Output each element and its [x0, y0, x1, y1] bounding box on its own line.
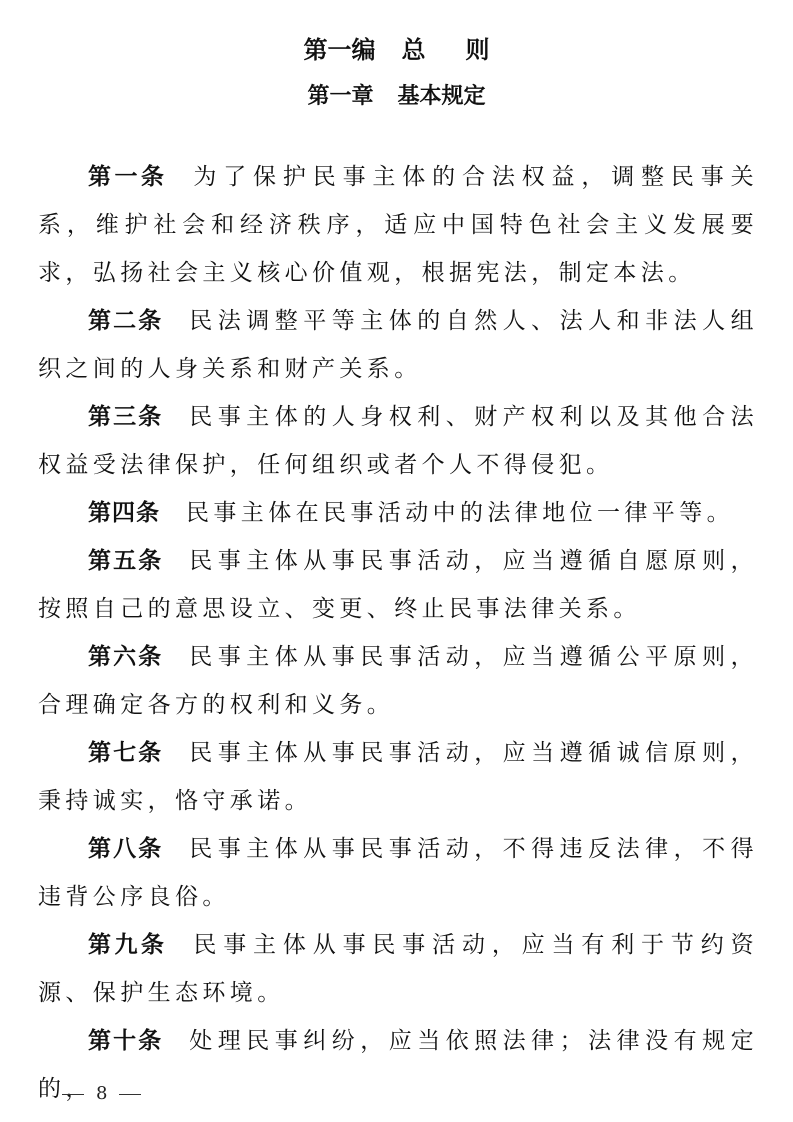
article-9: [38, 921, 758, 1017]
article-7: [38, 729, 758, 825]
heading-block: [0, 34, 793, 112]
article-text: 民事主体从事民事活动，不得违反法律，不得违背公序良俗。: [38, 836, 759, 910]
articles-body: [38, 153, 758, 1113]
part-title-number: 第一编: [303, 36, 376, 64]
article-number: 第二条: [88, 308, 164, 334]
chapter-number: 第一章: [307, 84, 374, 109]
article-number: 第六条: [88, 644, 164, 670]
article-text: 民事主体在民事活动中的法律地位一律平等。: [186, 500, 734, 526]
dash-right: [119, 1094, 141, 1095]
article-number: 第八条: [88, 836, 164, 862]
article-5: [38, 537, 758, 633]
article-text: 民事主体从事民事活动，应当遵循公平原则，合理确定各方的权利和义务。: [38, 644, 759, 718]
article-text: 民事主体的人身权利、财产权利以及其他合法权益受法律保护，任何组织或者个人不得侵犯。: [38, 404, 759, 478]
page-number-footer: [50, 1083, 153, 1104]
article-text: 民事主体从事民事活动，应当遵循诚信原则，秉持诚实，恪守承诺。: [38, 740, 759, 814]
article-number: 第九条: [88, 932, 168, 958]
article-text: 民法调整平等主体的自然人、法人和非法人组织之间的人身关系和财产关系。: [38, 308, 759, 382]
article-2: [38, 297, 758, 393]
article-4: [38, 489, 758, 537]
chapter-name: 基本规定: [397, 84, 486, 109]
article-1: [38, 153, 758, 297]
part-title: [0, 34, 793, 66]
dash-left: [62, 1094, 84, 1095]
page-number: 8: [96, 1083, 108, 1104]
article-number: 第五条: [88, 548, 164, 574]
article-3: [38, 393, 758, 489]
article-number: 第四条: [88, 500, 160, 526]
article-8: [38, 825, 758, 921]
article-text: 民事主体从事民事活动，应当有利于节约资源、保护生态环境。: [38, 932, 758, 1006]
article-text: 处理民事纠纷，应当依照法律；法律没有规定的，: [38, 1028, 759, 1102]
part-title-word-1: 总: [401, 36, 426, 64]
article-number: 第十条: [88, 1028, 164, 1054]
part-title-word-2: 则: [465, 36, 490, 64]
article-number: 第三条: [88, 404, 164, 430]
article-text: 为了保护民事主体的合法权益，调整民事关系，维护社会和经济秩序，适应中国特色社会主义发展要求，弘扬社会主义核心价值观，根据宪法，制定本法。: [38, 164, 758, 286]
article-number: 第七条: [88, 740, 164, 766]
article-6: [38, 633, 758, 729]
chapter-title: [0, 82, 793, 112]
article-number: 第一条: [88, 164, 168, 190]
article-text: 民事主体从事民事活动，应当遵循自愿原则，按照自己的意思设立、变更、终止民事法律关系。: [38, 548, 759, 622]
